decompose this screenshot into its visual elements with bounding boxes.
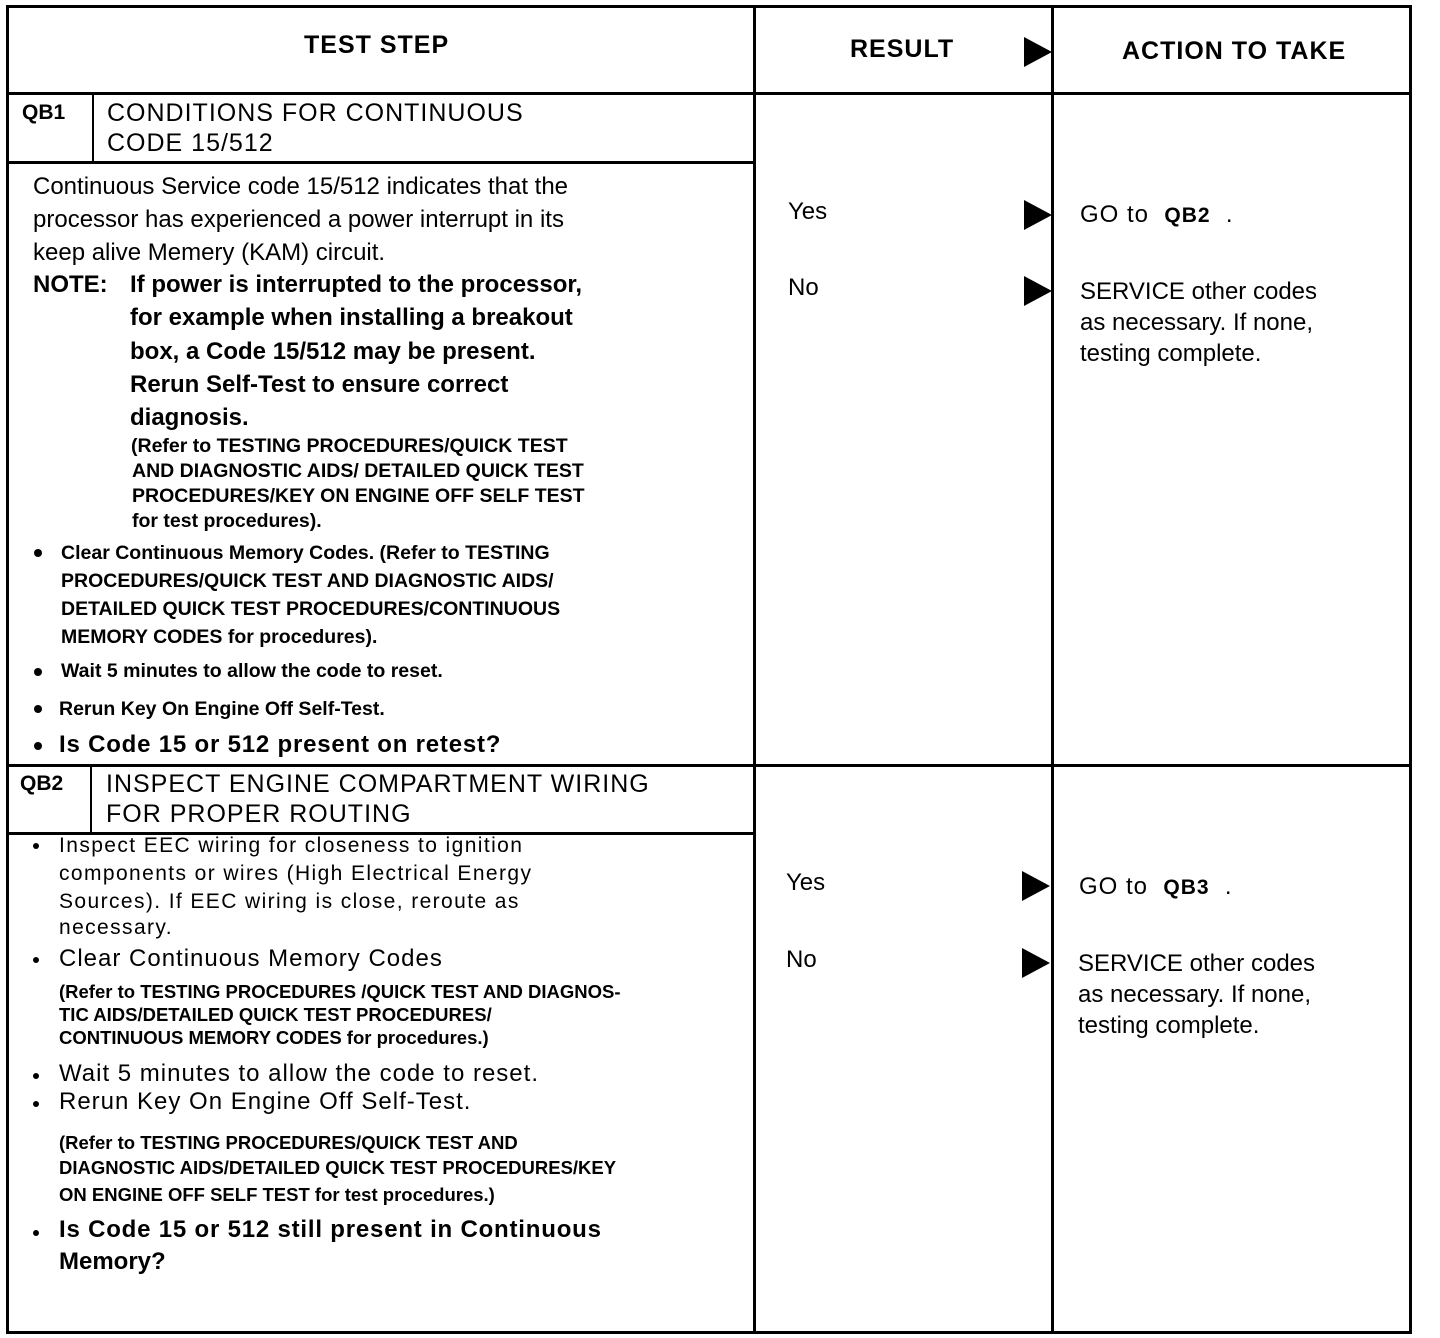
header-divider [6, 92, 1412, 95]
qb2-bullet-3: Wait 5 minutes to allow the code to reset. [59, 1060, 539, 1087]
qb1-no-arrow-icon [1024, 276, 1052, 306]
qb2-refer-1-line-2: TIC AIDS/DETAILED QUICK TEST PROCEDURES/ [59, 1004, 492, 1025]
qb1-result-yes: Yes [788, 198, 828, 225]
qb1-note-line-3: box, a Code 15/512 may be present. [130, 338, 536, 365]
step-divider [6, 764, 1412, 767]
qb2-question-line-1: Is Code 15 or 512 still present in Continuous [59, 1216, 602, 1243]
qb2-refer-1-line-3: CONTINUOUS MEMORY CODES for procedures.) [59, 1027, 489, 1048]
header-test-step: TEST STEP [304, 31, 450, 59]
header-arrow-icon [1024, 37, 1052, 67]
qb1-yes-suffix: . [1225, 201, 1234, 228]
qb1-title-line-1: CONDITIONS FOR CONTINUOUS [107, 99, 524, 127]
qb1-yes-action [1080, 199, 1234, 231]
table-border-top [6, 5, 1412, 8]
qb2-refer-1-line-1: (Refer to TESTING PROCEDURES /QUICK TEST AND DIAGNOS- [59, 981, 621, 1002]
qb1-no-action-line-3: testing complete. [1080, 340, 1262, 367]
qb2-result-yes: Yes [786, 869, 826, 896]
qb1-yes-target: QB2 [1164, 204, 1211, 227]
qb2-yes-action [1079, 871, 1233, 903]
qb2-yes-target: QB3 [1163, 876, 1210, 899]
qb2-bullet-4: Rerun Key On Engine Off Self-Test. [59, 1088, 472, 1115]
qb1-note-line-4: Rerun Self-Test to ensure correct [130, 371, 509, 398]
qb2-bullet-1-line-4: necessary. [59, 916, 173, 939]
qb1-title-line-2: CODE 15/512 [107, 129, 274, 157]
qb2-result-no: No [786, 946, 817, 973]
qb1-bullet-2: Wait 5 minutes to allow the code to reset. [61, 660, 443, 682]
qb2-title-line-2: FOR PROPER ROUTING [106, 800, 412, 828]
qb2-question-line-2: Memory? [59, 1248, 166, 1275]
qb1-title-underline [6, 161, 756, 164]
bullet-icon [33, 957, 39, 963]
qb1-yes-action-text: GO to [1080, 201, 1150, 228]
bullet-icon [34, 705, 42, 713]
qb1-question: Is Code 15 or 512 present on retest? [59, 731, 502, 758]
bullet-icon [33, 1230, 39, 1236]
qb1-note-line-5: diagnosis. [130, 404, 249, 431]
table-border-bottom [6, 1331, 1412, 1334]
qb1-refer-line-2: AND DIAGNOSTIC AIDS/ DETAILED QUICK TEST [132, 460, 584, 482]
qb2-yes-arrow-icon [1022, 871, 1050, 901]
bullet-icon [34, 668, 42, 676]
qb2-bullet-1-line-2: components or wires (High Electrical Energy [59, 862, 533, 885]
qb1-intro-line-2: processor has experienced a power interrupt in its [33, 206, 564, 233]
qb2-refer-2-line-2: DIAGNOSTIC AIDS/DETAILED QUICK TEST PROCEDURES/KEY [59, 1157, 617, 1178]
qb2-id-divider [90, 764, 92, 834]
qb1-bullet-1-line-2: PROCEDURES/QUICK TEST AND DIAGNOSTIC AIDS/ [61, 570, 554, 592]
qb1-refer-line-4: for test procedures). [132, 510, 322, 532]
qb2-no-action-line-3: testing complete. [1078, 1012, 1260, 1039]
qb2-no-action-line-1: SERVICE other codes [1078, 950, 1316, 977]
qb1-refer-line-1: (Refer to TESTING PROCEDURES/QUICK TEST [131, 435, 568, 457]
qb2-bullet-2: Clear Continuous Memory Codes [59, 945, 443, 972]
qb2-bullet-1-line-1: Inspect EEC wiring for closeness to ignition [59, 834, 524, 857]
qb1-intro-line-1: Continuous Service code 15/512 indicates that the [33, 173, 569, 200]
qb2-no-arrow-icon [1022, 948, 1050, 978]
qb2-id: QB2 [20, 772, 64, 795]
qb1-yes-arrow-icon [1024, 200, 1052, 230]
qb2-title-line-1: INSPECT ENGINE COMPARTMENT WIRING [106, 770, 650, 798]
bullet-icon [33, 1073, 39, 1079]
qb1-no-action-line-1: SERVICE other codes [1080, 278, 1318, 305]
bullet-icon [33, 843, 39, 849]
column-divider-result [753, 5, 756, 1334]
qb1-note-label: NOTE: [33, 271, 108, 298]
qb1-id: QB1 [22, 101, 66, 124]
bullet-icon [33, 1101, 39, 1107]
qb1-result-no: No [788, 274, 819, 301]
qb2-refer-2-line-3: ON ENGINE OFF SELF TEST for test procedures.) [59, 1184, 495, 1205]
header-action: ACTION TO TAKE [1122, 37, 1347, 65]
table-border-left [6, 5, 9, 1334]
qb1-note-line-2: for example when installing a breakout [130, 304, 573, 331]
bullet-icon [34, 742, 42, 750]
qb1-note-line-1: If power is interrupted to the processor, [130, 271, 583, 298]
table-border-right [1409, 5, 1412, 1334]
qb1-id-divider [92, 92, 94, 163]
qb2-refer-2-line-1: (Refer to TESTING PROCEDURES/QUICK TEST AND [59, 1132, 518, 1153]
qb2-yes-suffix: . [1224, 873, 1233, 900]
qb1-bullet-3: Rerun Key On Engine Off Self-Test. [59, 698, 385, 720]
qb1-intro-line-3: keep alive Memery (KAM) circuit. [33, 239, 386, 266]
qb1-no-action-line-2: as necessary. If none, [1080, 309, 1314, 336]
qb2-bullet-1-line-3: Sources). If EEC wiring is close, reroute as [59, 890, 520, 913]
qb2-yes-action-text: GO to [1079, 873, 1149, 900]
qb1-refer-line-3: PROCEDURES/KEY ON ENGINE OFF SELF TEST [132, 485, 585, 507]
qb1-bullet-1-line-3: DETAILED QUICK TEST PROCEDURES/CONTINUOUS [61, 598, 561, 620]
qb1-bullet-1-line-1: Clear Continuous Memory Codes. (Refer to TESTING [61, 542, 550, 564]
qb2-no-action-line-2: as necessary. If none, [1078, 981, 1312, 1008]
header-result: RESULT [850, 35, 955, 63]
qb1-bullet-1-line-4: MEMORY CODES for procedures). [61, 626, 378, 648]
bullet-icon [34, 549, 42, 557]
